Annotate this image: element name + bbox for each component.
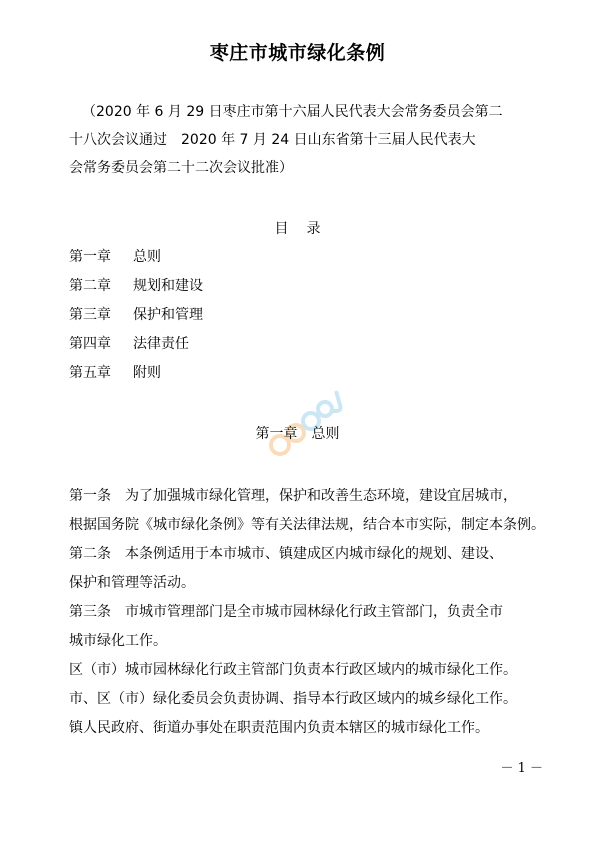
paragraph-line: 镇人民政府、街道办事处在职责范围内负责本辖区的城市绿化工作。 <box>69 720 489 736</box>
toc-item-number: 第四章 <box>69 336 111 352</box>
toc-item-label: 总则 <box>133 249 161 265</box>
article-paragraph <box>69 482 559 540</box>
article-paragraph <box>69 598 559 656</box>
article-paragraph <box>69 714 559 743</box>
paragraph-line: 保护和管理等活动。 <box>69 575 195 591</box>
table-of-contents <box>69 246 203 391</box>
toc-item-label: 法律责任 <box>133 336 189 352</box>
preamble-line: 十八次会议通过 2020 年 7 月 24 日山东省第十三届人民代表大 <box>69 132 476 148</box>
chapter-heading <box>0 423 595 443</box>
toc-item-label: 规划和建设 <box>133 278 203 294</box>
paragraph-line: 第二条 本条例适用于本市城市、镇建成区内城市绿化的规划、建设、 <box>69 546 503 562</box>
preamble-line: （2020 年 6 月 29 日枣庄市第十六届人民代表大会常务委员会第二 <box>82 104 503 120</box>
toc-item <box>69 333 203 362</box>
toc-item-label: 附则 <box>133 365 161 381</box>
paragraph-line: 根据国务院《城市绿化条例》等有关法律法规，结合本市实际，制定本条例。 <box>69 517 545 533</box>
paragraph-line: 市、区（市）绿化委员会负责协调、指导本行政区域内的城乡绿化工作。 <box>69 691 517 707</box>
toc-item-number: 第五章 <box>69 365 111 381</box>
toc-item <box>69 246 203 275</box>
chapter-title: 总则 <box>311 426 340 442</box>
toc-item <box>69 275 203 304</box>
article-paragraph <box>69 685 559 714</box>
toc-item-number: 第二章 <box>69 278 111 294</box>
toc-item <box>69 362 203 391</box>
toc-heading: 目录 <box>274 221 339 237</box>
article-paragraph <box>69 540 559 598</box>
toc-item-label: 保护和管理 <box>133 307 203 323</box>
page-title: 枣庄市城市绿化条例 <box>209 42 386 64</box>
toc-item-number: 第三章 <box>69 307 111 323</box>
preamble-line: 会常务委员会第二十二次会议批准） <box>69 160 293 176</box>
article-body <box>69 482 559 743</box>
paragraph-line: 第一条 为了加强城市绿化管理，保护和改善生态环境，建设宜居城市， <box>69 488 517 504</box>
preamble <box>69 98 549 182</box>
toc-item-number: 第一章 <box>69 249 111 265</box>
paragraph-line: 第三条 市城市管理部门是全市城市园林绿化行政主管部门，负责全市 <box>69 604 503 620</box>
article-paragraph <box>69 656 559 685</box>
paragraph-line: 城市绿化工作。 <box>69 633 167 649</box>
paragraph-line: 区（市）城市园林绿化行政主管部门负责本行政区域内的城市绿化工作。 <box>69 662 517 678</box>
chapter-number: 第一章 <box>255 426 298 442</box>
toc-item <box>69 304 203 333</box>
page-number: － 1 － <box>500 761 543 776</box>
